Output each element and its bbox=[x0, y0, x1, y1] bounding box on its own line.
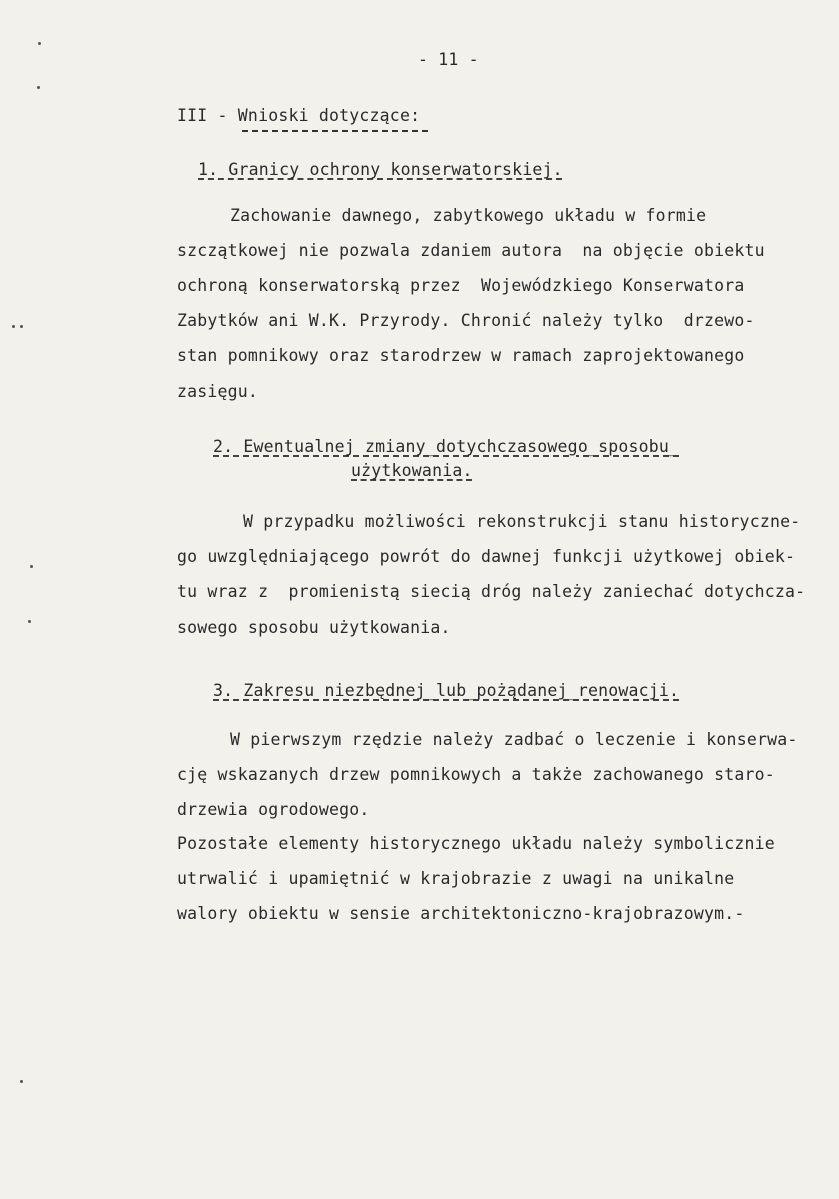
subsection-3-heading: 3. Zakresu niezbędnej_lub_pożądanej_renowacji. bbox=[213, 681, 680, 700]
section-1-line-1: Zachowanie dawnego, zabytkowego układu w formie bbox=[230, 206, 707, 225]
subsection-2-heading: 2. Ewentualnej zmiany_dotychczasowego_sposobu_ bbox=[213, 437, 680, 456]
scan-speck bbox=[28, 620, 31, 623]
page-number: - 11 - bbox=[418, 50, 479, 69]
section-3-line-1: W pierwszym rzędzie należy zadbać o leczenie i konserwa- bbox=[230, 730, 798, 749]
section-1-line-5: stan pomnikowy oraz starodrzew w ramach zaprojektowanego bbox=[177, 346, 745, 365]
section-3-line-6: walory obiektu w sensie architektoniczno-krajobrazowym.- bbox=[177, 904, 745, 923]
section-1-line-4: Zabytków ani W.K. Przyrody. Chronić należy tylko drzewo- bbox=[177, 311, 755, 330]
section-1-line-3: ochroną konserwatorską przez Wojewódzkiego Konserwatora bbox=[177, 276, 745, 295]
section-2-line-1: W przypadku możliwości rekonstrukcji stanu historyczne- bbox=[243, 512, 801, 531]
scan-speck bbox=[20, 1080, 23, 1083]
section-3-line-5: utrwalić i upamiętnić w krajobrazie z uwagi na unikalne bbox=[177, 869, 735, 888]
scan-speck bbox=[20, 325, 23, 328]
section-2-line-2: go uwzględniającego powrót do dawnej funkcji użytkowej obiek- bbox=[177, 547, 796, 566]
section-3-line-3: drzewia ogrodowego. bbox=[177, 800, 370, 819]
section-3-line-4: Pozostałe elementy historycznego układu należy symbolicznie bbox=[177, 834, 775, 853]
section-1-line-6: zasięgu. bbox=[177, 382, 259, 401]
scan-speck bbox=[38, 42, 41, 45]
subsection-1-heading: 1. Granicy ochrony konserwatorskiej. bbox=[198, 160, 563, 179]
heading-rule bbox=[242, 130, 428, 132]
scan-speck bbox=[30, 565, 33, 568]
scan-speck bbox=[12, 325, 15, 328]
section-2-line-4: sowego sposobu użytkowania. bbox=[177, 618, 451, 637]
section-heading: III - Wnioski dotyczące: bbox=[177, 106, 421, 125]
section-2-line-3: tu wraz z promienistą siecią dróg należy zaniechać dotychcza- bbox=[177, 582, 806, 601]
section-3-line-2: cję wskazanych drzew pomnikowych a także zachowanego staro- bbox=[177, 765, 775, 784]
subsection-2-heading-cont: użytkowania. bbox=[351, 461, 473, 480]
scan-speck bbox=[37, 86, 40, 89]
section-1-line-2: szczątkowej nie pozwala zdaniem autora na objęcie obiektu bbox=[177, 241, 765, 260]
